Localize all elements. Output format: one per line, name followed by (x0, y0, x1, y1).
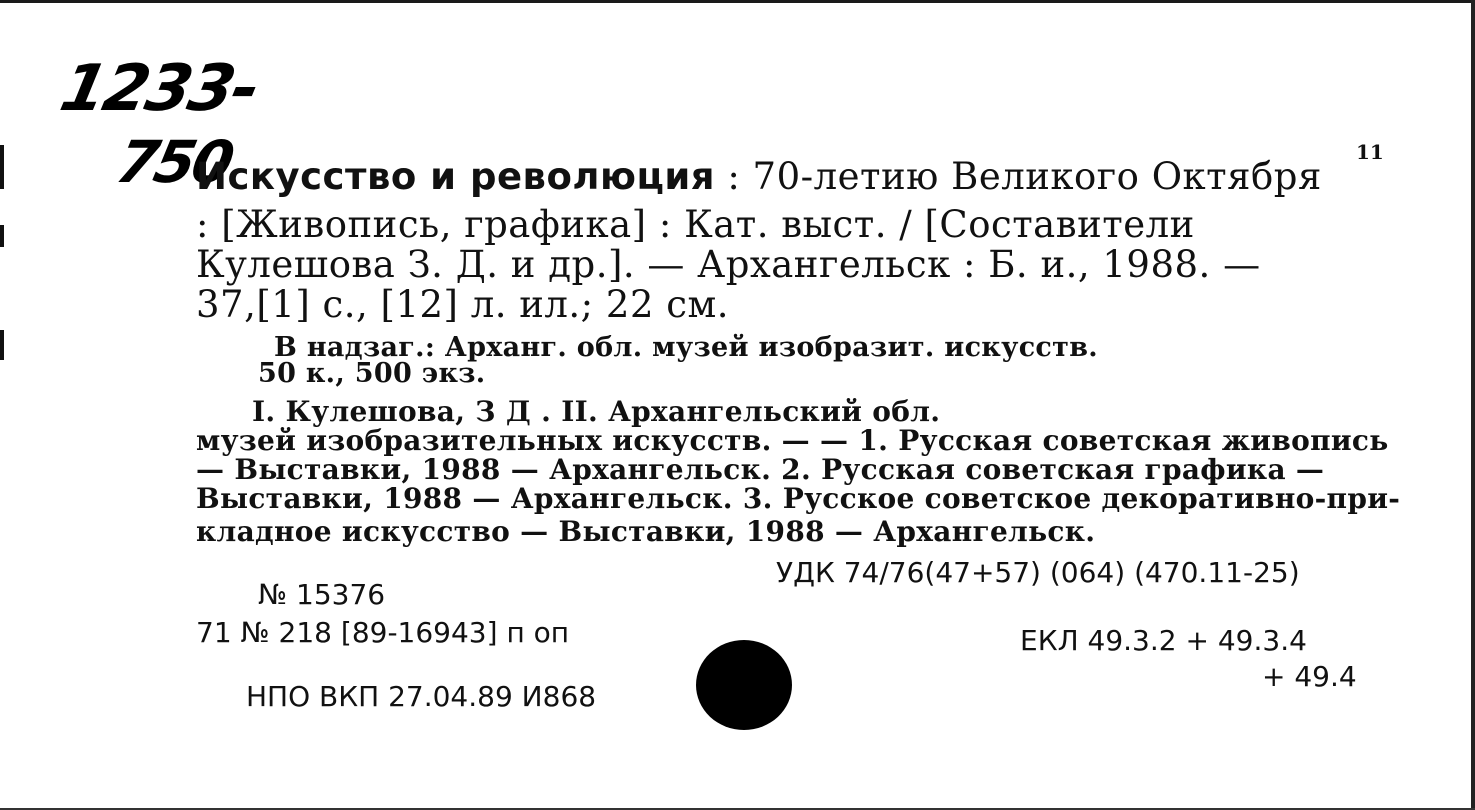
card-top-edge (0, 0, 1475, 3)
ekl-line-2: + 49.4 (1262, 660, 1357, 693)
title-rest: : 70-летию Великого Октября (715, 155, 1322, 198)
note-line-1: В надзаг.: Арханг. обл. музей изобразит. искусств. (274, 332, 1098, 363)
subject-line-2: музей изобразительных искусств. — — 1. Русская советская живопись (196, 424, 1389, 457)
udk-index: УДК 74/76(47+57) (064) (470.11-25) (776, 556, 1300, 589)
title-line-3: Кулешова З. Д. и др.]. — Архангельск : Б. и., 1988. — (196, 243, 1261, 286)
order-number: 71 № 218 [89-16943] п оп (196, 616, 570, 649)
ekl-line-1: ЕКЛ 49.3.2 + 49.3.4 (1020, 624, 1307, 657)
subject-line-3: — Выставки, 1988 — Архангельск. 2. Русская советская графика — (196, 453, 1325, 486)
handwritten-shelfmark-line2: 750 (110, 128, 238, 196)
card-right-edge (1471, 0, 1475, 810)
title-line-2: : [Живопись, графика] : Кат. выст. / [Составители (196, 203, 1195, 246)
punch-hole (696, 640, 792, 730)
title-bold: Искусство и революция (196, 155, 716, 198)
card-left-edge (0, 330, 4, 360)
subject-line-5: кладное искусство — Выставки, 1988 — Архангельск. (196, 515, 1096, 548)
handwritten-shelfmark-line1: 1233- (54, 52, 265, 126)
title-line-1 (196, 155, 1322, 198)
title-line-4: 37,[1] с., [12] л. ил.; 22 см. (196, 283, 730, 326)
card-left-edge (0, 225, 4, 247)
note-line-2: 50 к., 500 экз. (258, 358, 486, 389)
subject-line-1: I. Кулешова, З Д . II. Архангельский обл. (252, 395, 941, 428)
corner-mark: 11 (1356, 140, 1384, 164)
card-number: № 15376 (258, 578, 386, 611)
npo-stamp: НПО ВКП 27.04.89 И868 (246, 680, 597, 713)
subject-line-4: Выставки, 1988 — Архангельск. 3. Русское советское декоративно-при- (196, 482, 1401, 515)
card-left-edge (0, 145, 4, 189)
